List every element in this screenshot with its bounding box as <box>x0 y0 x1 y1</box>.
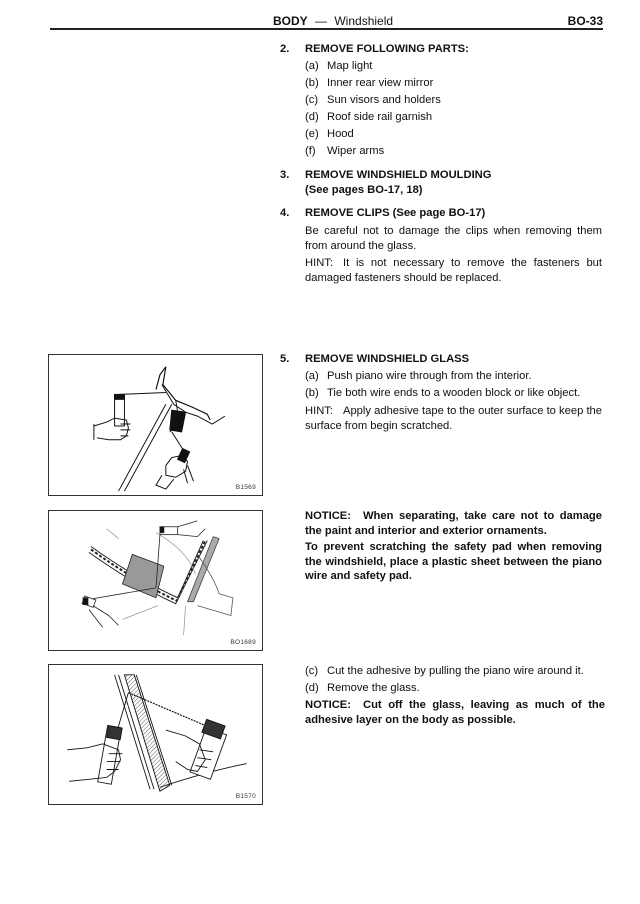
step-number: 3. <box>280 169 290 181</box>
notice-cut-glass: NOTICE: Cut off the glass, leaving as much of the adhesive layer on the body as possible. <box>305 699 605 726</box>
figure-id: B1570 <box>235 793 256 800</box>
step-4 <box>280 206 602 285</box>
step-number: 2. <box>280 43 290 55</box>
page-number: BO-33 <box>567 14 603 28</box>
step-title: REMOVE FOLLOWING PARTS: <box>305 43 469 55</box>
list-item: (f) Wiper arms <box>305 145 385 157</box>
list-item: (c) Sun visors and holders <box>305 94 441 106</box>
hint: HINT: Apply adhesive tape to the outer surface to keep the surface from begin scratched. <box>305 405 602 432</box>
figure-bo1689 <box>48 510 263 651</box>
step-title: REMOVE WINDSHIELD MOULDING (See pages BO-17, 18) <box>305 169 492 196</box>
step-title: REMOVE CLIPS (See page BO-17) <box>305 207 486 219</box>
step-number: 5. <box>280 353 290 365</box>
step-2 <box>280 42 602 159</box>
step-number: 4. <box>280 207 290 219</box>
list-item: (b) Tie both wire ends to a wooden block or like object. <box>305 387 581 399</box>
list-item: (d) Remove the glass. <box>305 682 420 694</box>
section-name: BODY <box>273 14 308 28</box>
figure-b1570 <box>48 664 263 805</box>
step-5 <box>280 352 602 433</box>
step-5-continued <box>305 662 605 727</box>
list-item: (c) Cut the adhesive by pulling the piano wire around it. <box>305 665 584 677</box>
step-3 <box>280 168 602 198</box>
list-item: (e) Hood <box>305 128 354 140</box>
figure-id: BO1689 <box>230 639 256 646</box>
step-body: Be careful not to damage the clips when removing them from around the glass. <box>305 225 602 252</box>
notice-safety-pad: To prevent scratching the safety pad when removing the windshield, place a plastic sheet between the piano wire and safety pad. <box>305 541 602 582</box>
header-separator: — <box>315 14 328 28</box>
hint: HINT: It is not necessary to remove the fasteners but damaged fasteners should be replaced. <box>305 257 602 284</box>
page-header <box>50 10 603 30</box>
list-item: (a) Push piano wire through from the interior. <box>305 370 532 382</box>
header-title <box>273 14 393 28</box>
cut-adhesive-piano-wire-illustration <box>49 665 262 804</box>
figure-b1569 <box>48 354 263 496</box>
subsection-name: Windshield <box>334 14 394 28</box>
list-item: (a) Map light <box>305 60 373 72</box>
step-title: REMOVE WINDSHIELD GLASS <box>305 353 470 365</box>
list-item: (b) Inner rear view mirror <box>305 77 434 89</box>
list-item: (d) Roof side rail garnish <box>305 111 433 123</box>
piano-wire-push-through-illustration <box>49 355 262 495</box>
safety-pad-plastic-sheet-illustration <box>49 511 262 650</box>
figure-id: B1569 <box>235 484 256 491</box>
notice-separating: NOTICE: When separating, take care not to damage the paint and interior and exterior ornaments. <box>305 510 602 537</box>
